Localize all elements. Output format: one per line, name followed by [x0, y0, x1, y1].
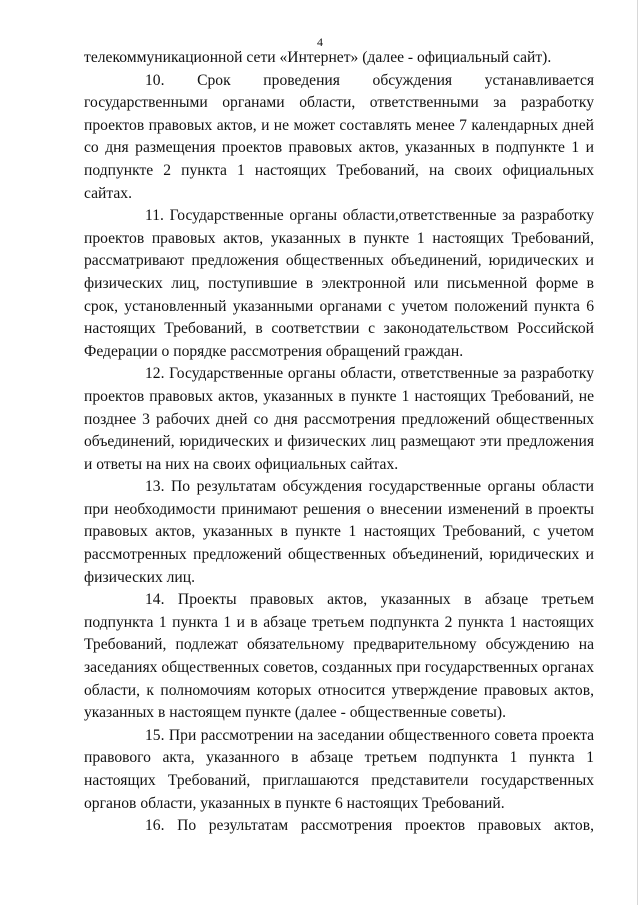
- paragraph-11: 11. Государственные органы области,ответственные за разработку проектов правовых актов, указанных в пункте 1 настоящих Требований, рассматривают предложения общественных объединений, юридических и физических лиц, поступившие в электронной или письменной форме в срок, установленный указанными органами с учетом положений пункта 6 настоящих Требований, в соответствии с законодательством Российской Федерации о порядке рассмотрения обращений граждан.: [84, 207, 594, 360]
- paragraph-13: 13. По результатам обсуждения государственные органы области при необходимости принимают решения о внесении изменений в проекты правовых актов, указанных в пункте 1 настоящих Требований, с учетом рассмотренных предложений общественных объединений, юридических и физических лиц.: [84, 478, 594, 586]
- paragraph-15: 15. При рассмотрении на заседании общественного совета проекта правового акта, указанного в абзаце третьем подпункта 1 пункта 1 настоящих Требований, приглашаются представители государственных органов области, указанных в пункте 6 настоящих Требований.: [84, 726, 594, 812]
- document-body: [84, 47, 594, 838]
- paragraph-14: 14. Проекты правовых актов, указанных в абзаце третьем подпункта 1 пункта 1 и в абзаце третьем подпункта 2 пункта 1 настоящих Требований, подлежат обязательному предварительному обсуждению на заседаниях общественных советов, созданных при государственных органах области, к полномочиям которых относится утверждение правовых актов, указанных в настоящем пункте (далее - общественные советы).: [84, 591, 594, 722]
- paragraph-continuation: телекоммуникационной сети «Интернет» (далее - официальный сайт).: [84, 49, 552, 66]
- paragraph-12: 12. Государственные органы области, ответственные за разработку проектов правовых актов, указанных в пункте 1 настоящих Требований, не позднее 3 рабочих дней со дня рассмотрения предложений общественных объединений, юридических и физических лиц размещают эти предложения и ответы на них на своих официальных сайтах.: [84, 365, 594, 473]
- paragraph-10: 10. Срок проведения обсуждения устанавливается государственными органами области, ответственными за разработку проектов правовых актов, и не может составлять менее 7 календарных дней со дня размещения проектов правовых актов, указанных в подпункте 1 и подпункте 2 пункта 1 настоящих Требований, на своих официальных сайтах.: [84, 71, 594, 202]
- paragraph-16: 16. По результатам рассмотрения проектов правовых актов,: [145, 817, 594, 835]
- page-number: 4: [317, 35, 323, 49]
- page-edge-divider: [637, 0, 638, 905]
